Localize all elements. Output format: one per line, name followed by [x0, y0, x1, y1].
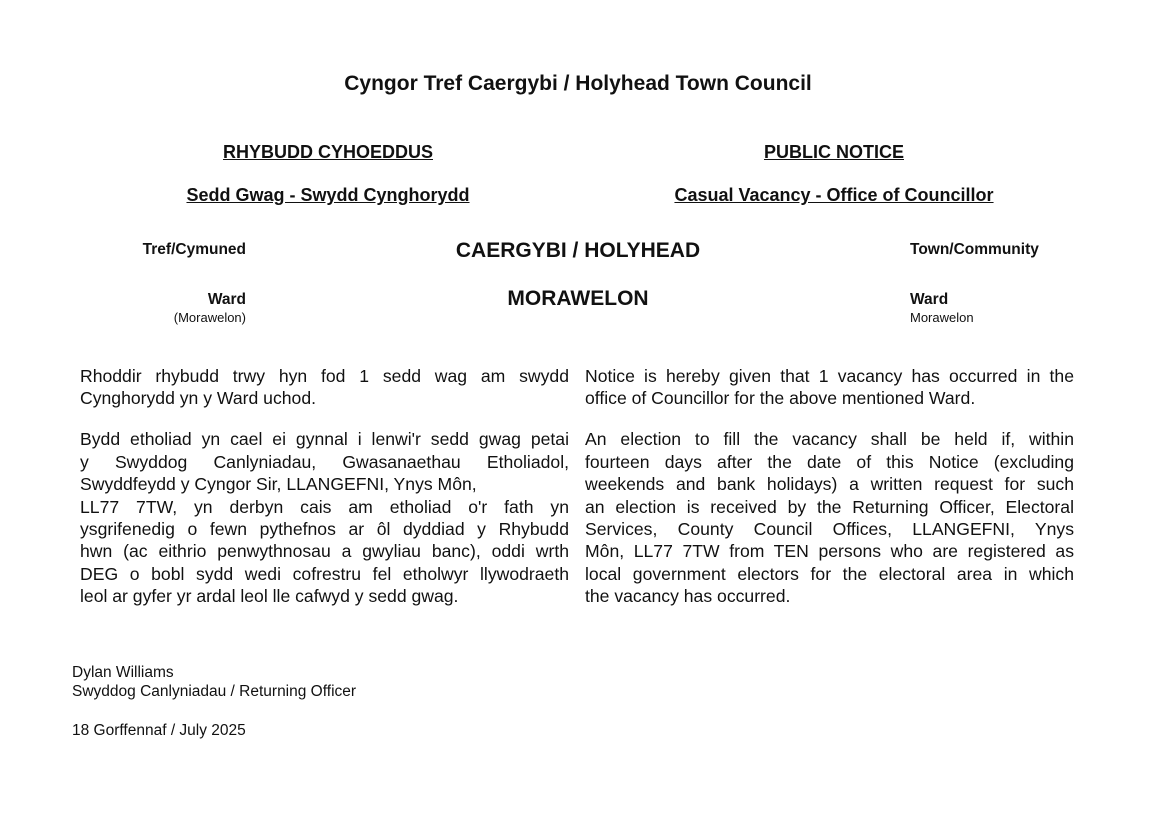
- welsh-heading: RHYBUDD CYHOEDDUS: [222, 142, 433, 162]
- english-subheading: Casual Vacancy - Office of Councillor: [674, 185, 994, 205]
- text-line: Cynghorydd yn y Ward uchod.: [80, 388, 317, 409]
- text-line: Services, County Council Offices, LLANGEFNI, Ynys: [585, 518, 1074, 539]
- community-name: CAERGYBI / HOLYHEAD: [455, 239, 701, 262]
- signatory-role: Swyddog Canlyniadau / Returning Officer: [72, 683, 357, 700]
- english-community-label: Town/Community: [910, 241, 1039, 258]
- text-line: LL77 7TW, yn derbyn cais am etholiad o'r fath yn: [80, 496, 569, 517]
- text-line: Môn, LL77 7TW from TEN persons who are registered as: [585, 541, 1074, 562]
- text-line: an election is received by the Returning Officer, Electoral: [585, 496, 1074, 517]
- text-line: DEG o bobl sydd wedi cofrestru fel etholwyr llywodraeth: [80, 563, 569, 584]
- text-line: the vacancy has occurred.: [585, 586, 791, 607]
- text-line: ysgrifenedig o fewn pythefnos ar ôl dyddiad y Rhybudd: [80, 518, 569, 539]
- welsh-subheading: Sedd Gwag - Swydd Cynghorydd: [186, 185, 470, 205]
- welsh-body: [80, 365, 569, 608]
- text-line: An election to fill the vacancy shall be held if, within: [585, 429, 1074, 450]
- english-ward-label: Ward: [910, 291, 949, 308]
- council-title: Cyngor Tref Caergybi / Holyhead Town Council: [344, 72, 812, 95]
- text-line: weekends and bank holidays) a written request for such: [585, 474, 1074, 495]
- notice-date: 18 Gorffennaf / July 2025: [72, 722, 246, 739]
- english-body: [585, 365, 1074, 608]
- text-line: hwn (ac eithrio penwythnosau a gwyliau banc), oddi wrth: [80, 541, 569, 562]
- welsh-ward-sub: (Morawelon): [173, 310, 246, 325]
- english-ward-sub: Morawelon: [910, 310, 974, 325]
- text-line: fourteen days after the date of this Notice (excluding: [585, 451, 1074, 472]
- text-line: Bydd etholiad yn cael ei gynnal i lenwi'r sedd gwag petai: [80, 429, 569, 450]
- text-line: y Swyddog Canlyniadau, Gwasanaethau Etholiadol,: [80, 451, 569, 472]
- ward-name: MORAWELON: [507, 287, 649, 310]
- welsh-community-label: Tref/Cymuned: [142, 241, 246, 258]
- text-line: local government electors for the electoral area in which: [585, 563, 1074, 584]
- welsh-ward-label: Ward: [207, 291, 246, 308]
- text-line: office of Councillor for the above mentioned Ward.: [585, 388, 976, 409]
- text-line: Swyddfeydd y Cyngor Sir, LLANGEFNI, Ynys Môn,: [80, 474, 477, 495]
- english-heading: PUBLIC NOTICE: [763, 142, 904, 162]
- text-line: leol ar gyfer yr ardal leol lle cafwyd y sedd gwag.: [80, 586, 459, 607]
- signatory-name: Dylan Williams: [72, 664, 174, 681]
- text-line: Notice is hereby given that 1 vacancy has occurred in the: [585, 366, 1074, 386]
- text-line: Rhoddir rhybudd trwy hyn fod 1 sedd wag am swydd: [80, 366, 569, 386]
